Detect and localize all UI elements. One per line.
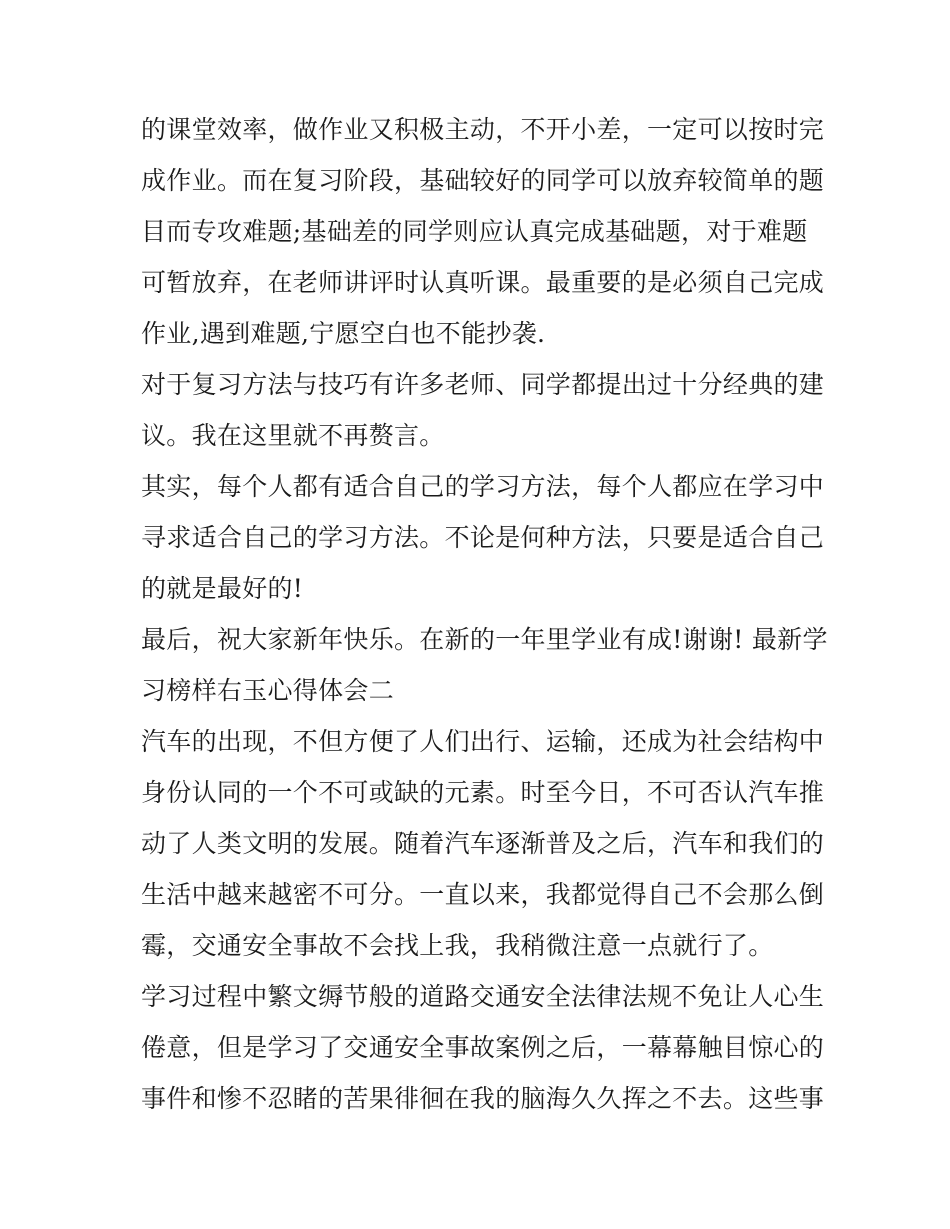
text-line: 习榜样右玉心得体会二 xyxy=(141,676,395,705)
text-line: 其实，每个人都有适合自己的学习方法，每个人都应在学习中 xyxy=(141,472,825,501)
text-line: 作业,遇到难题,宁愿空白也不能抄袭. xyxy=(141,319,546,348)
text-line: 可暂放弃，在老师讲评时认真听课。最重要的是必须自己完成 xyxy=(141,268,825,297)
text-line: 身份认同的一个不可或缺的元素。时至今日，不可否认汽车推 xyxy=(141,778,825,807)
text-line: 生活中越来越密不可分。一直以来，我都觉得自己不会那么倒 xyxy=(141,880,825,909)
text-line: 的就是最好的! xyxy=(141,574,304,603)
text-line: 议。我在这里就不再赘言。 xyxy=(141,421,445,450)
text-line: 事件和惨不忍睹的苦果徘徊在我的脑海久久挥之不去。这些事 xyxy=(141,1084,825,1113)
text-line: 对于复习方法与技巧有许多老师、同学都提出过十分经典的建 xyxy=(141,370,825,399)
text-line: 倦意，但是学习了交通安全事故案例之后，一幕幕触目惊心的 xyxy=(141,1033,825,1062)
text-line: 霉，交通安全事故不会找上我，我稍微注意一点就行了。 xyxy=(141,931,774,960)
text-line: 汽车的出现，不但方便了人们出行、运输，还成为社会结构中 xyxy=(141,727,825,756)
text-line: 学习过程中繁文缛节般的道路交通安全法律法规不免让人心生 xyxy=(141,982,825,1011)
text-line: 目而专攻难题;基础差的同学则应认真完成基础题，对于难题 xyxy=(141,217,808,246)
text-line: 的课堂效率，做作业又积极主动，不开小差，一定可以按时完 xyxy=(141,115,825,144)
document-body xyxy=(141,104,831,1124)
text-line: 寻求适合自己的学习方法。不论是何种方法，只要是适合自己 xyxy=(141,523,825,552)
text-line: 动了人类文明的发展。随着汽车逐渐普及之后，汽车和我们的 xyxy=(141,829,825,858)
text-line: 最后，祝大家新年快乐。在新的一年里学业有成!谢谢! 最新学 xyxy=(141,625,828,654)
text-line: 成作业。而在复习阶段，基础较好的同学可以放弃较简单的题 xyxy=(141,166,825,195)
